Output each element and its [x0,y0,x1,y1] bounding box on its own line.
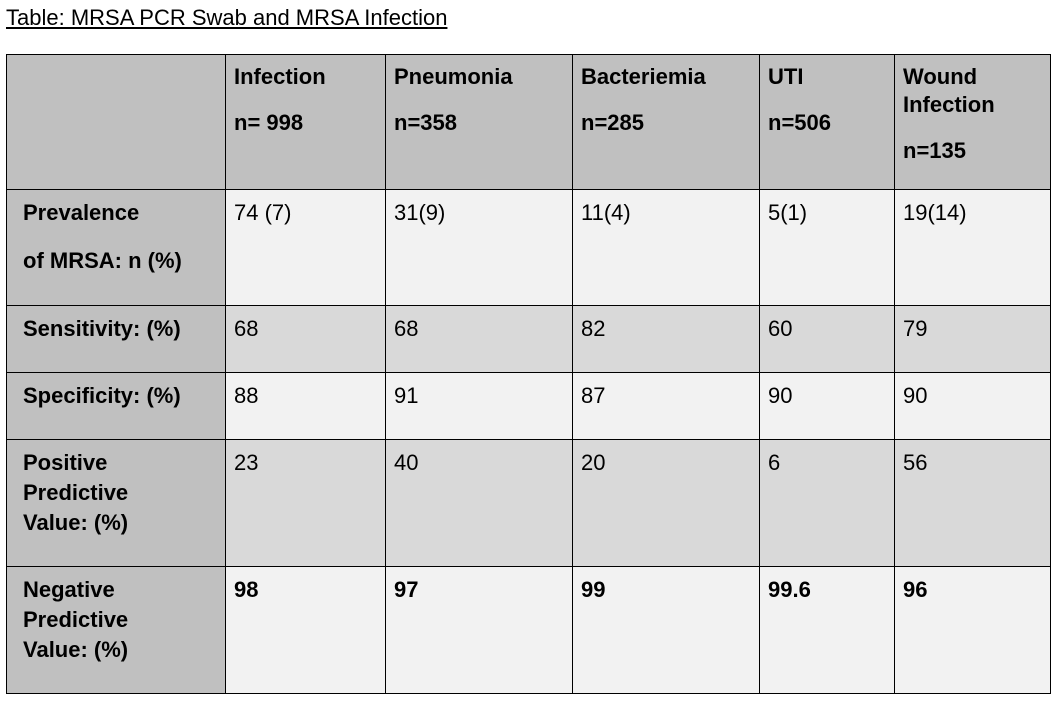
cell-value: 91 [394,383,419,408]
corner-cell [7,55,226,190]
table-cell [573,306,760,373]
col-name-line2: Infection [903,92,995,117]
col-header-bacteriemia [573,55,760,190]
table-cell [895,440,1051,567]
table-cell [760,440,895,567]
cell-value: 90 [768,383,793,408]
row-label-line2: of MRSA: n (%) [23,248,182,273]
table-cell [386,306,573,373]
table-cell [573,567,760,694]
table-cell [226,567,386,694]
header-row [7,55,1051,190]
cell-value: 19(14) [903,200,967,225]
row-label-line3: Value: (%) [23,510,129,535]
cell-value: 90 [903,383,928,408]
table-cell [226,440,386,567]
col-name: Infection [234,64,326,89]
cell-value: 23 [234,450,259,475]
cell-value: 98 [234,577,259,602]
col-header-wound-infection [895,55,1051,190]
cell-value: 97 [394,577,419,602]
table-cell [895,373,1051,440]
table-row-prevalence [7,190,1051,306]
table-row-sensitivity [7,306,1051,373]
col-n: n=506 [768,110,831,135]
cell-value: 88 [234,383,259,408]
cell-value: 82 [581,316,606,341]
cell-value: 40 [394,450,419,475]
table-cell [386,190,573,306]
cell-value: 99.6 [768,577,811,602]
cell-value: 56 [903,450,928,475]
cell-value: 11(4) [581,200,631,225]
col-n: n=285 [581,110,644,135]
table-cell [895,190,1051,306]
cell-value: 31(9) [394,200,446,225]
table-cell [386,373,573,440]
row-label-line3: Value: (%) [23,637,129,662]
table-row-npv [7,567,1051,694]
table-cell [226,190,386,306]
cell-value: 6 [768,450,781,475]
row-label-line1: Prevalence [23,200,140,225]
table-cell [386,567,573,694]
col-header-infection [226,55,386,190]
table-cell [895,567,1051,694]
col-n: n=135 [903,138,966,163]
table-cell [226,373,386,440]
table-title: Table: MRSA PCR Swab and MRSA Infection [6,5,448,30]
table-cell [226,306,386,373]
table-cell [573,190,760,306]
col-header-uti [760,55,895,190]
row-label-line2: Predictive [23,480,129,505]
table-cell [760,190,895,306]
table-cell [573,440,760,567]
table-cell [760,373,895,440]
cell-value: 87 [581,383,606,408]
table-cell [386,440,573,567]
cell-value: 20 [581,450,606,475]
col-name-line1: Wound [903,64,978,89]
row-header [7,190,226,306]
table-cell [760,306,895,373]
row-label-line1: Positive [23,450,108,475]
mrsa-table [6,54,1051,694]
row-label-line1: Negative [23,577,115,602]
col-n: n=358 [394,110,457,135]
cell-value: 99 [581,577,606,602]
table-row-specificity [7,373,1051,440]
row-header [7,567,226,694]
table-row-ppv [7,440,1051,567]
cell-value: 68 [234,316,259,341]
cell-value: 74 (7) [234,200,292,225]
cell-value: 96 [903,577,928,602]
cell-value: 79 [903,316,928,341]
col-header-pneumonia [386,55,573,190]
col-name: UTI [768,64,804,89]
cell-value: 5(1) [768,200,808,225]
row-label-line2: Predictive [23,607,129,632]
row-label: Specificity: (%) [23,383,181,408]
row-label: Sensitivity: (%) [23,316,181,341]
table-cell [760,567,895,694]
row-header [7,440,226,567]
col-name: Bacteriemia [581,64,706,89]
cell-value: 68 [394,316,419,341]
table-cell [573,373,760,440]
col-n: n= 998 [234,110,304,135]
col-name: Pneumonia [394,64,513,89]
table-cell [895,306,1051,373]
cell-value: 60 [768,316,793,341]
row-header [7,373,226,440]
row-header [7,306,226,373]
